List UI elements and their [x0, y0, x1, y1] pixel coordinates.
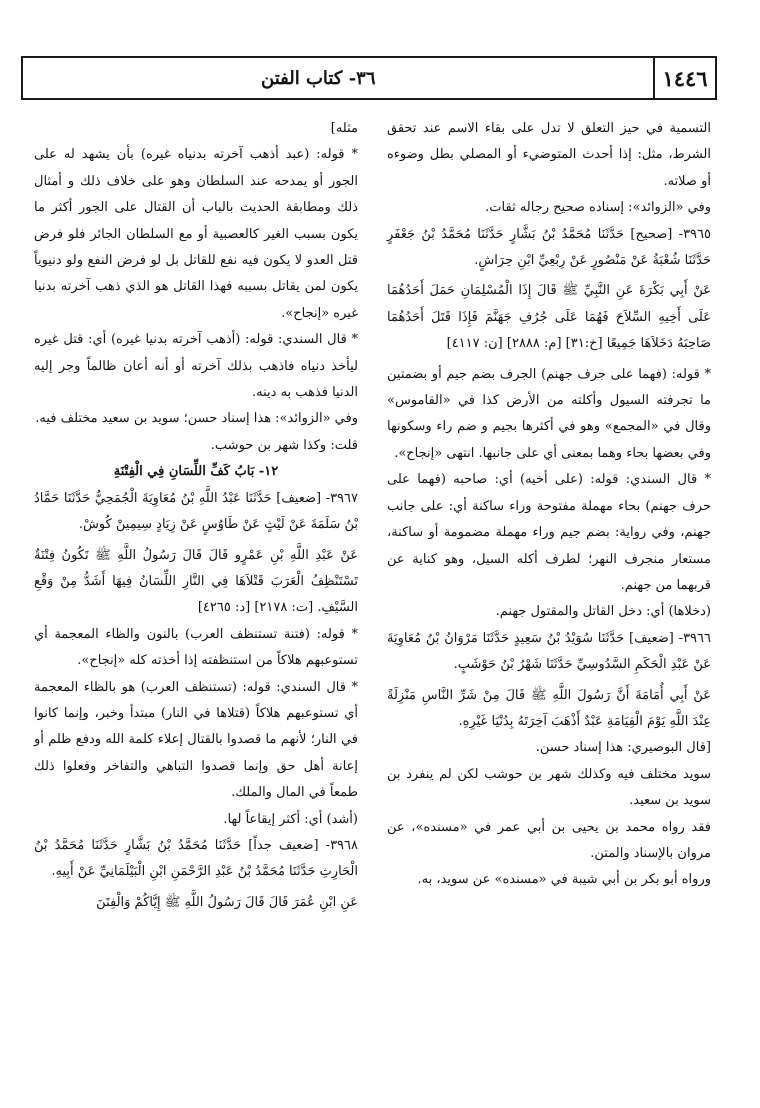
author-note: قلت: وكذا شهر بن حوشب.: [210, 437, 358, 453]
commentary-injah: * قوله: (عبد أذهب آخرته بدنياه غيره) بأن يشهد له على الجور أو يمدحه عند السلطان وهو على خلاف ذلك و أمثال ذلك ومطابقة الحديث بالباب أن القتال على الجور أكثر ما يكون بسبب الغير كالعصبية أو مع السلطان الجائر فلو فرض قتل العدو لا يكون فيه نفع للقاتل بل لو فرض النفع ولو دنيوياً يكون لمن يقاتل بسببه فهذا القاتل هو الذي ذهب آخرته بدنيا غيره «إنجاح».: [34, 147, 358, 321]
zawaid-note: وفي «الزوائد»: إسناده صحيح رجاله ثقات.: [485, 200, 711, 216]
commentary-note: (أشد) أي: أكثر إيقاعاً لها.: [223, 811, 358, 827]
busiri-note-3: فقد رواه محمد بن يحيى بن أبي عمر في «مسنده»، عن مروان بالإسناد والمتن.: [387, 819, 711, 861]
busiri-note-2: سويد مختلف فيه وكذلك شهر بن حوشب لكن لم ينفرد بن سويد بن سعيد.: [387, 766, 711, 809]
hadith-isnad-3967: ٣٩٦٧- [ضعيف] حَدَّثَنَا عَبْدُ اللَّهِ بْنُ مُعَاوِيَةَ الْجُمَحِيُّ حَدَّثَنَا حَمَّادُ بْنُ سَلَمَةَ عَنْ لَيْثٍ عَنْ طَاوُسٍ عَنْ زِيَادٍ سِيمِينْ كُوشْ.: [34, 490, 358, 533]
busiri-note-4: ورواه أبو بكر بن أبي شيبة في «مسنده» عن سويد، به.: [417, 872, 711, 888]
commentary-note: (دخلاها) أي: دخل القاتل والمقتول جهنم.: [495, 604, 711, 620]
commentary-sindi-2: * قال السندي: قوله: (تستنظف العرب) هو بالظاء المعجمة أي تستوعبهم هلاكاً (قتلاها في النار) مبتدأ وخبر، وإنما كانوا في النار؛ لأنهم ما قصدوا بالقتال إعلاء كلمة الله ودفع ظلم أو إعانة أهل حق وإنما قصدوا التباهي والتفاخر وفعلوا ذلك طمعاً في المال والملك.: [34, 679, 358, 801]
commentary-injah-2: * قوله: (فتنة تستنظف العرب) بالنون والظاء المعجمة أي تستوعبهم هلاكاً من استنظفته إذا أخذته كله «إنجاح».: [34, 626, 358, 669]
hadith-matn-3967: عَنْ عَبْدِ اللَّهِ بْنِ عَمْرٍو قَالَ قَالَ رَسُولُ اللَّهِ ﷺ تَكُونُ فِتْنَةٌ تَسْتَنْظِفُ الْعَرَبَ قَتْلاَهَا فِي النَّارِ اللِّسَانُ فِيهَا أَشَدُّ مِنْ وَقْعِ السَّيْفِ. [ت: ٢١٧٨] [د: ٤٢٦٥]: [34, 547, 358, 616]
zawaid-note: وفي «الزوائد»: هذا إسناد حسن؛ سويد بن سعيد مختلف فيه.: [35, 411, 358, 427]
commentary-sindi: * قال السندي: قوله: (أذهب آخرته بدنيا غيره) أي: قتل غيره ليأخذ دنياه فاذهب بذلك آخرته أو أنه أعان ظالماً وجر إليه الدنيا فذهب به دينه.: [34, 332, 358, 401]
hadith-matn-3965: عَنْ أَبِي بَكْرَةَ عَنِ النَّبِيِّ ﷺ قَالَ إِذَا الْمُسْلِمَانِ حَمَلَ أَحَدُهُمَا عَلَى أَخِيهِ السِّلاَحَ فَهُمَا عَلَى جُرُفِ جَهَنَّمَ فَإِذَا قَتَلَ أَحَدُهُمَا صَاحِبَهُ دَخَلاَهَا جَمِيعًا [خ:٣١] [م: ٢٨٨٨] [ن: ٤١١٧]: [387, 283, 711, 352]
commentary-injah: * قوله: (فهما على جرف جهنم) الجرف بضم جيم أو بضمتين ما تجرفته السيول وأكلته من الأرض كذا في «القاموس» وقال في «المجمع» وهو في أكثرها بجيم و ضم راء وسكونها وفي بعضها بحاء وهما بمعنى أي على جانبها. انتهى «إنجاح».: [387, 366, 711, 461]
left-column: [34, 116, 358, 916]
hadith-matn-3968: عَنِ ابْنِ عُمَرَ قَالَ قَالَ رَسُولُ اللَّهِ ﷺ إِيَّاكُمْ وَالْفِتَنَ: [96, 894, 358, 910]
page-header: [21, 56, 717, 100]
commentary-paragraph: التسمية في حيز التعلق لا تدل على بقاء الاسم عند تحقق الشرط، مثل: إذا أحدث المتوضيء أو المصلي بطل وضوءه أو صلاته.: [387, 121, 711, 189]
chapter-heading: ١٢- بَابُ كَفِّ اللِّسَانِ فِي الْفِتْنَةِ: [113, 464, 279, 480]
busiri-note: [قال البوصيري: هذا إسناد حسن.: [535, 740, 711, 756]
right-column: [387, 116, 711, 894]
continuation-text: مثله]: [330, 121, 358, 136]
hadith-isnad-3966: ٣٩٦٦- [ضعيف] حَدَّثَنَا سُوَيْدُ بْنُ سَعِيدٍ حَدَّثَنَا مَرْوَانُ بْنُ مُعَاوِيَةَ عَنْ عَبْدِ الْحَكَمِ السَّدُوسِيِّ حَدَّثَنَا شَهْرُ بْنُ حَوْشَبٍ.: [387, 630, 711, 673]
commentary-sindi: * قال السندي: قوله: (على أخيه) أي: صاحبه (فهما على حرف جهنم) بحاء مهملة مفتوحة وراء ساكنة أي: على جانب جهنم، وفي رواية: بضم جيم وراء مهملة مضمومة أو ساكنة، مستعار منجرف النهر؛ لطرف أكله السيل، وهو كناية عن قربهما من جهنم.: [387, 472, 711, 593]
hadith-isnad-3965: ٣٩٦٥- [صحيح] حَدَّثَنَا مُحَمَّدُ بْنُ بَشَّارٍ حَدَّثَنَا مُحَمَّدُ بْنُ جَعْفَرٍ حَدَّثَنَا شُعْبَةُ عَنْ مَنْصُورٍ عَنْ رِبْعِيِّ ابْنِ حِرَاشٍ.: [387, 226, 711, 269]
page-number: ١٤٤٦: [653, 58, 715, 98]
hadith-isnad-3968: ٣٩٦٨- [ضعيف جداً] حَدَّثَنَا مُحَمَّدُ بْنُ بَشَّارٍ حَدَّثَنَا مُحَمَّدُ بْنُ الْحَارِثِ حَدَّثَنَا مُحَمَّدُ بْنُ عَبْدِ الرَّحْمَنِ ابْنِ الْبَيْلَمَانِيِّ عَنْ أَبِيهِ.: [34, 837, 358, 880]
book-title: ٣٦- كتاب الفتن: [261, 67, 376, 89]
hadith-matn-3966: عَنْ أَبِي أُمَامَةَ أَنَّ رَسُولَ اللَّهِ ﷺ قَالَ مِنْ شَرِّ النَّاسِ مَنْزِلَةً عِنْدَ اللَّهِ يَوْمَ الْقِيَامَةِ عَبْدٌ أَذْهَبَ آخِرَتَهُ بِدُنْيَا غَيْرِهِ.: [387, 687, 711, 729]
